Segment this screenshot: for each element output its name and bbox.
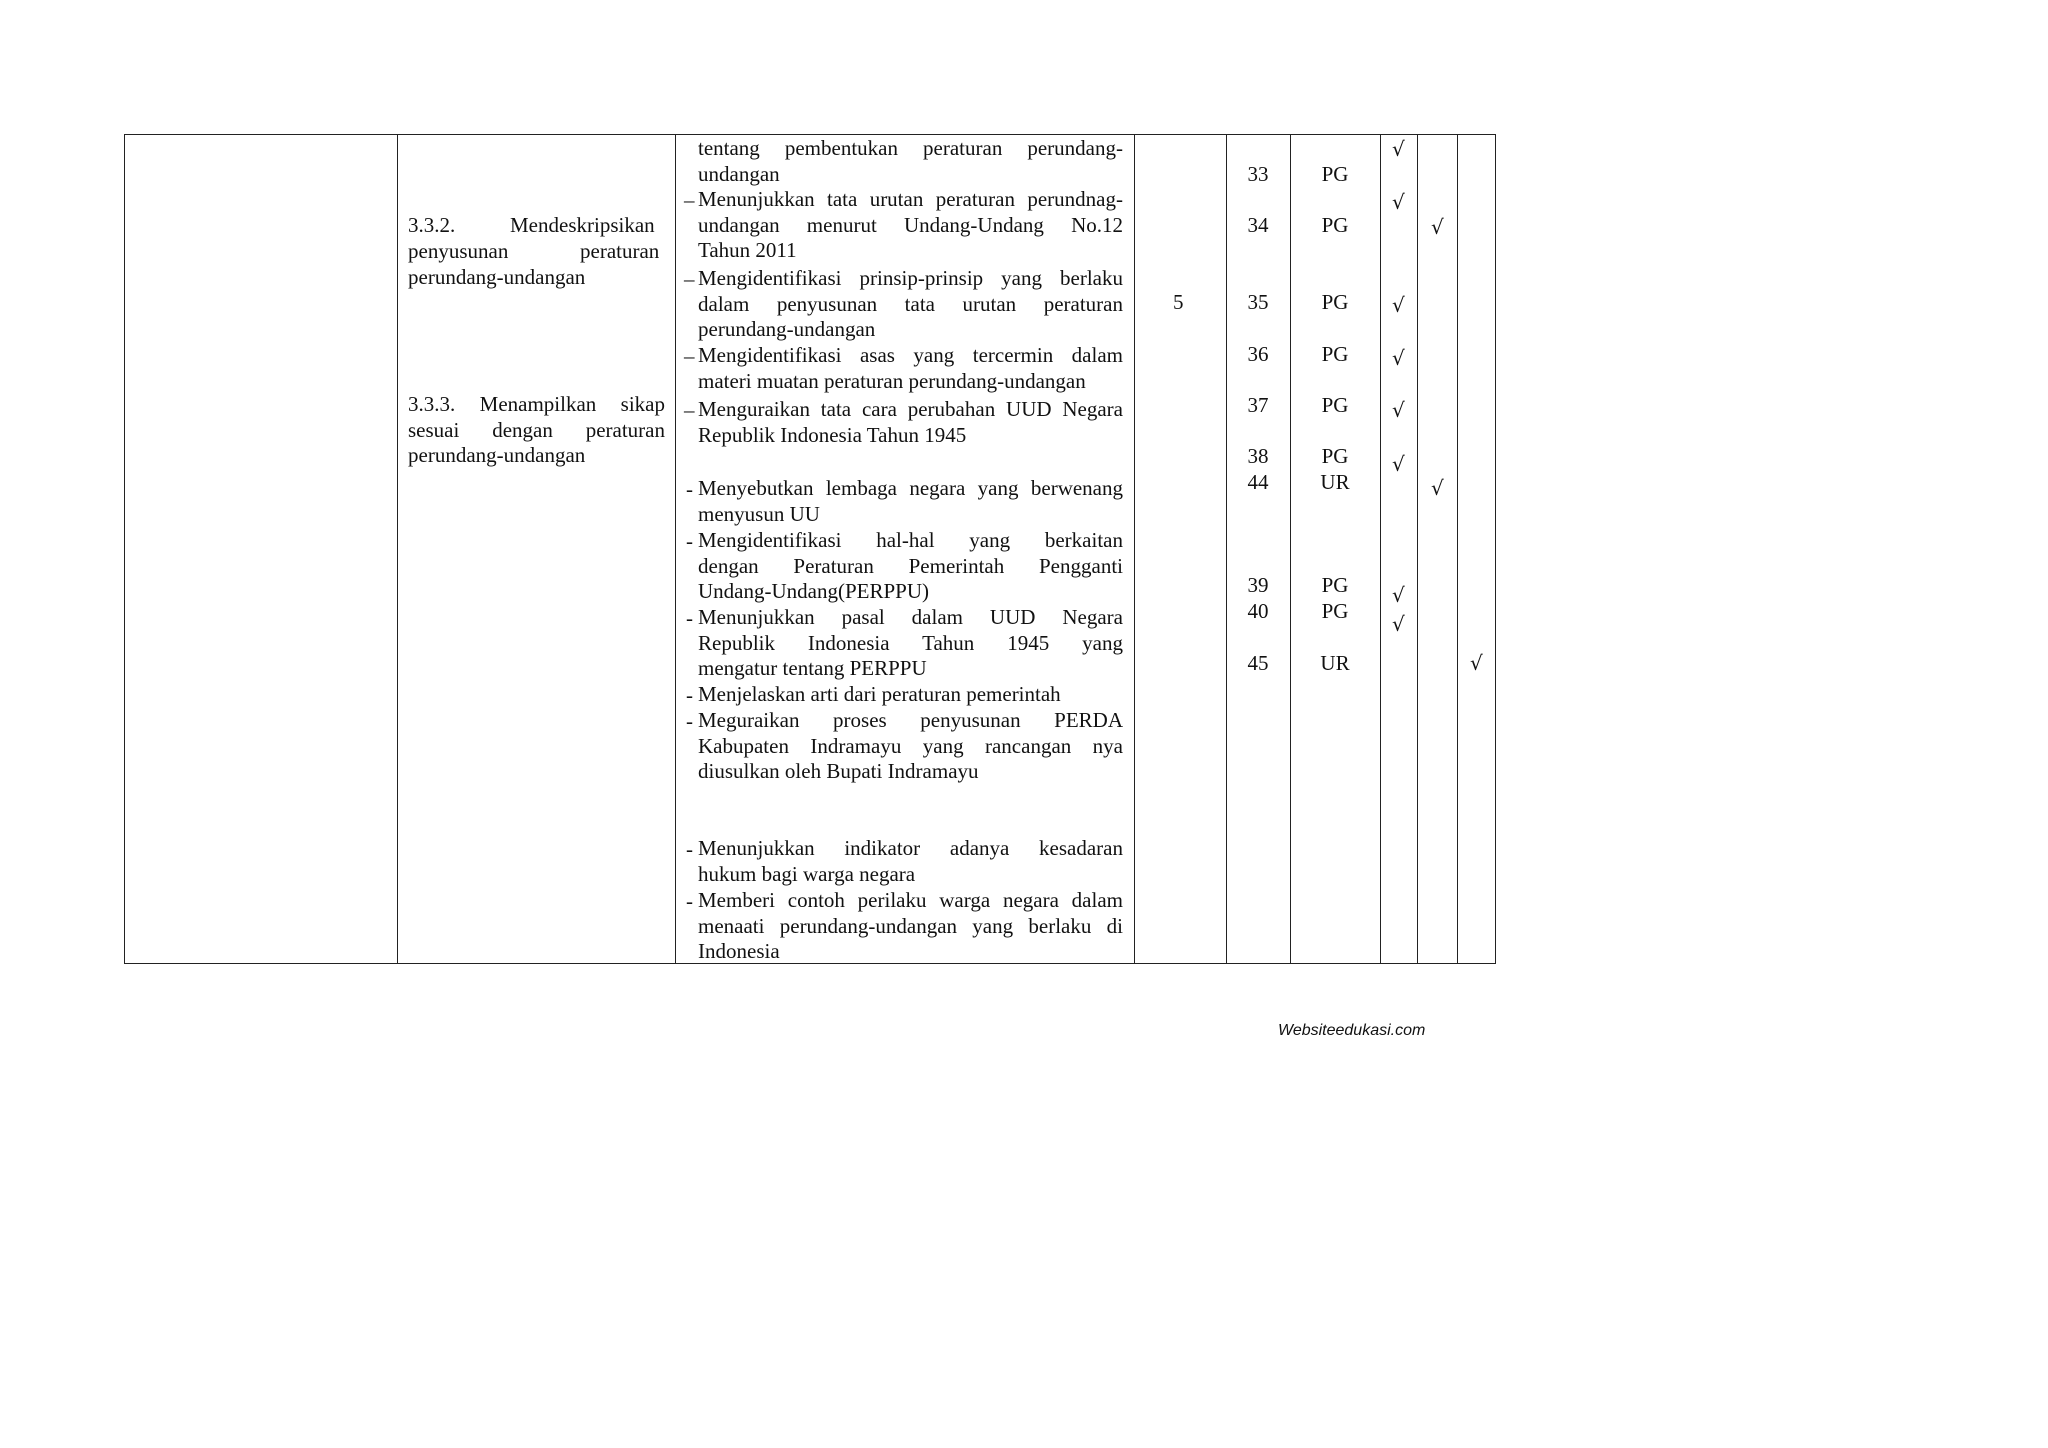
description-line: undangan xyxy=(698,161,780,186)
description-line: Mengidentifikasi asas yang tercermin dalam xyxy=(698,343,1123,367)
description-item xyxy=(698,708,1123,785)
item-type: UR xyxy=(1320,470,1350,494)
item-type: PG xyxy=(1321,342,1349,366)
column-divider xyxy=(1417,134,1418,964)
indicator-text: peraturan xyxy=(580,239,660,263)
description-line: Republik Indonesia Tahun 1945 xyxy=(698,422,967,447)
item-number: 34 xyxy=(1247,213,1269,237)
description-line: Menunjukkan tata urutan peraturan perundnag- xyxy=(698,187,1123,211)
item-type: PG xyxy=(1321,213,1349,237)
bullet-dash: – xyxy=(684,188,695,212)
item-type: PG xyxy=(1321,162,1349,186)
item-type: PG xyxy=(1321,290,1349,314)
check-mark: √ xyxy=(1392,398,1405,422)
item-number: 44 xyxy=(1247,470,1269,494)
column-divider xyxy=(1457,134,1458,964)
description-line: Tahun 2011 xyxy=(698,238,797,263)
check-mark: √ xyxy=(1392,137,1405,161)
item-type: UR xyxy=(1320,651,1350,675)
check-mark: √ xyxy=(1431,215,1444,239)
column-divider xyxy=(1290,134,1291,964)
indicator-text: sesuai dengan peraturan xyxy=(408,417,665,442)
description-line: tentang pembentukan peraturan perundang- xyxy=(698,136,1123,160)
description-item xyxy=(698,476,1123,527)
indicator-text: Mendeskripsikan xyxy=(510,213,655,237)
question-count: 5 xyxy=(1173,290,1184,314)
item-number: 35 xyxy=(1247,290,1269,314)
item-type: PG xyxy=(1321,573,1349,597)
description-line: Mengidentifikasi hal-hal yang berkaitan xyxy=(698,528,1123,552)
item-number: 36 xyxy=(1247,342,1269,366)
indicator-text: 3.3.3. Menampilkan sikap xyxy=(408,392,665,416)
check-mark: √ xyxy=(1392,452,1405,476)
indicator-text: penyusunan xyxy=(408,239,509,263)
description-line: Undang-Undang(PERPPU) xyxy=(698,579,929,604)
description-item xyxy=(698,888,1123,965)
description-item xyxy=(698,187,1123,264)
check-mark: √ xyxy=(1392,346,1405,370)
check-mark: √ xyxy=(1431,476,1444,500)
description-item xyxy=(698,397,1123,448)
bullet-dash: - xyxy=(686,837,693,861)
bullet-dash: - xyxy=(686,709,693,733)
bullet-dash: - xyxy=(686,529,693,553)
description-line: diusulkan oleh Bupati Indramayu xyxy=(698,759,979,784)
description-line: Menguraikan tata cara perubahan UUD Negara xyxy=(698,397,1123,421)
column-divider xyxy=(397,134,398,964)
description-line: Menyebutkan lembaga negara yang berwenang xyxy=(698,476,1123,500)
check-mark: √ xyxy=(1470,651,1483,675)
check-mark: √ xyxy=(1392,190,1405,214)
bullet-dash: - xyxy=(686,683,693,707)
description-line: Memberi contoh perilaku warga negara dalam xyxy=(698,888,1123,912)
bullet-dash: - xyxy=(686,477,693,501)
description-item xyxy=(698,343,1123,394)
item-number: 45 xyxy=(1247,651,1269,675)
description-item xyxy=(698,136,1123,187)
description-line: Mengidentifikasi prinsip-prinsip yang berlaku xyxy=(698,266,1123,290)
item-number: 33 xyxy=(1247,162,1269,186)
description-line: undangan menurut Undang-Undang No.12 xyxy=(698,212,1123,237)
item-number: 38 xyxy=(1247,444,1269,468)
description-line: dengan Peraturan Pemerintah Pengganti xyxy=(698,553,1123,578)
description-line: Menunjukkan pasal dalam UUD Negara xyxy=(698,605,1123,629)
item-number: 37 xyxy=(1247,393,1269,417)
description-item xyxy=(698,605,1123,682)
indicator-text: perundang-undangan xyxy=(408,443,586,468)
item-type: PG xyxy=(1321,393,1349,417)
description-item xyxy=(698,528,1123,605)
bullet-dash: - xyxy=(686,889,693,913)
footer-watermark: Websiteedukasi.com xyxy=(1278,1022,1426,1039)
check-mark: √ xyxy=(1392,612,1405,636)
description-item xyxy=(698,682,1123,708)
item-number: 40 xyxy=(1247,599,1269,623)
check-mark: √ xyxy=(1392,293,1405,317)
description-line: Kabupaten Indramayu yang rancangan nya xyxy=(698,733,1123,758)
description-item xyxy=(698,836,1123,887)
indicator-number: 3.3.2. xyxy=(408,213,456,237)
column-divider xyxy=(675,134,676,964)
item-type: PG xyxy=(1321,599,1349,623)
column-divider xyxy=(1134,134,1135,964)
item-type: PG xyxy=(1321,444,1349,468)
item-number: 39 xyxy=(1247,573,1269,597)
bullet-dash: - xyxy=(686,606,693,630)
description-line: hukum bagi warga negara xyxy=(698,861,916,886)
description-line: menyusun UU xyxy=(698,501,820,526)
bullet-dash: – xyxy=(684,267,695,291)
column-divider xyxy=(1380,134,1381,964)
description-line: mengatur tentang PERPPU xyxy=(698,656,927,681)
description-line: dalam penyusunan tata urutan peraturan xyxy=(698,291,1123,316)
bullet-dash: – xyxy=(684,344,695,368)
description-item xyxy=(698,266,1123,343)
description-line: Indonesia xyxy=(698,939,780,964)
description-line: menaati perundang-undangan yang berlaku di xyxy=(698,913,1123,938)
description-line: Menunjukkan indikator adanya kesadaran xyxy=(698,836,1123,860)
description-line: Meguraikan proses penyusunan PERDA xyxy=(698,708,1123,732)
description-line: Menjelaskan arti dari peraturan pemerintah xyxy=(698,682,1061,706)
indicator-text: perundang-undangan xyxy=(408,265,586,289)
description-line: materi muatan peraturan perundang-undangan xyxy=(698,368,1086,393)
bullet-dash: – xyxy=(684,398,695,422)
check-mark: √ xyxy=(1392,583,1405,607)
column-divider xyxy=(1226,134,1227,964)
description-line: Republik Indonesia Tahun 1945 yang xyxy=(698,630,1123,655)
description-line: perundang-undangan xyxy=(698,317,876,342)
